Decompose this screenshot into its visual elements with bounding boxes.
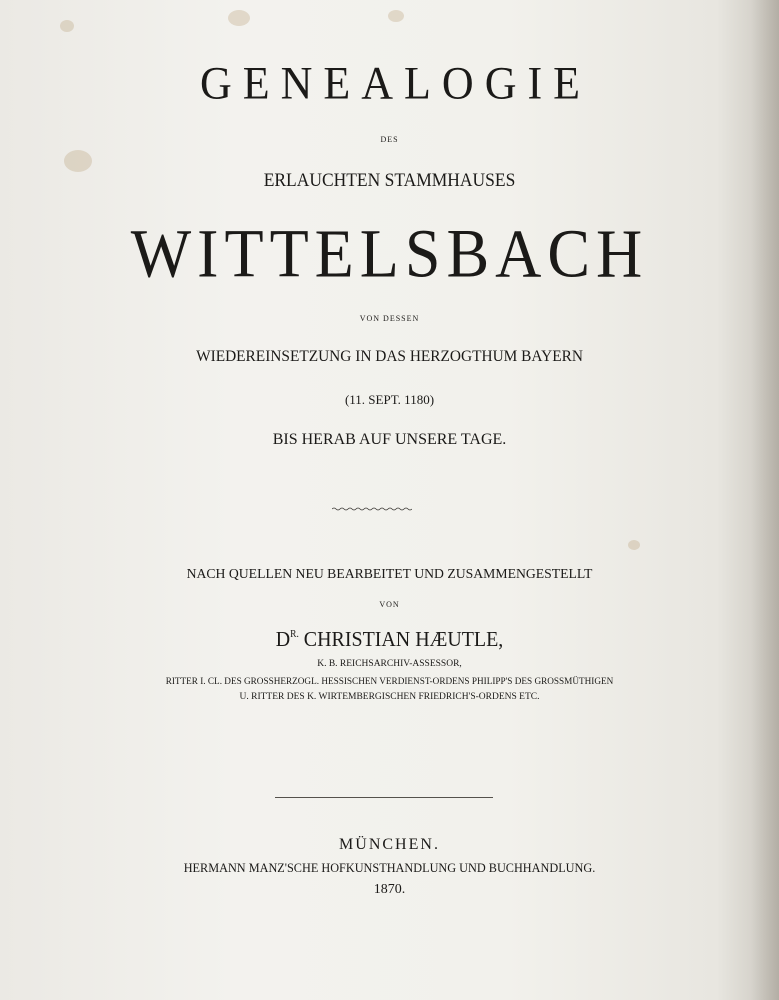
compiled-line: NACH QUELLEN NEU BEARBEITET UND ZUSAMMENGESTELLT: [186, 567, 593, 582]
author-prefix: D: [275, 627, 291, 651]
author-position: K. B. REICHSARCHIV-ASSESSOR,: [317, 659, 462, 669]
horizontal-rule: [275, 797, 493, 798]
von-line: VON: [379, 600, 400, 609]
publication-year: 1870.: [373, 882, 406, 897]
author-honors-line-2: U. RITTER DES K. WIRTEMBERGISCHEN FRIEDRICH'S-ORDENS ETC.: [239, 692, 540, 702]
foxing-spot: [64, 150, 92, 172]
publication-city: MÜNCHEN.: [339, 836, 440, 853]
publisher: HERMANN MANZ'SCHE HOFKUNSTHANDLUNG UND BUCHHANDLUNG.: [183, 861, 596, 875]
article-des: DES: [380, 135, 399, 144]
event-line: WIEDEREINSETZUNG IN DAS HERZOGTHUM BAYERN: [196, 348, 583, 365]
author-name: [19, 624, 759, 650]
until-line: BIS HERAB AUF UNSERE TAGE.: [272, 431, 507, 448]
author-name-text: CHRISTIAN HÆUTLE,: [303, 627, 504, 651]
subtitle: ERLAUCHTEN STAMMHAUSES: [263, 170, 516, 191]
foxing-spot: [628, 540, 640, 550]
ornament-divider: [332, 506, 412, 512]
main-title: GENEALOGIE: [199, 57, 592, 110]
author-honors-line-1: RITTER I. CL. DES GROSSHERZOGL. HESSISCHEN VERDIENST-ORDENS PHILIPP'S DES GROSSMÜTHIGEN: [165, 677, 614, 687]
von-dessen: VON DESSEN: [359, 314, 420, 323]
author-prefix-superscript: R.: [290, 629, 299, 640]
house-name: WITTELSBACH: [130, 215, 649, 292]
foxing-spot: [228, 10, 250, 26]
event-date: (11. SEPT. 1180): [344, 392, 435, 407]
foxing-spot: [388, 10, 404, 22]
foxing-spot: [60, 20, 74, 32]
